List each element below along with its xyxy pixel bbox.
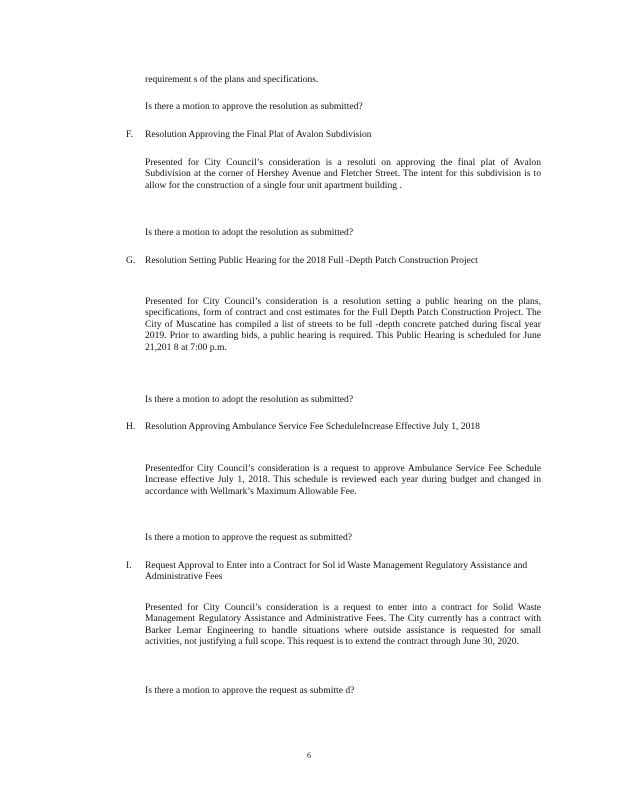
item-f-question: Is there a motion to adopt the resolution as submitted?: [145, 227, 354, 238]
item-i-question: Is there a motion to approve the request as submitte d?: [145, 685, 355, 696]
item-g-title: Resolution Setting Public Hearing for the 2018 Full -Depth Patch Construction Project: [145, 255, 478, 266]
intro-question: Is there a motion to approve the resolution as submitted?: [145, 101, 363, 112]
continuation-text: requirement s of the plans and specifications.: [145, 74, 319, 85]
item-h-body: Presentedfor City Council’s consideration is a request to approve Ambulance Service Fee Schedule Increase effective July 1, 2018. This schedule is reviewed each year during budget and changed in accordance with Wellmark’s Maximum Allowable Fee.: [145, 463, 541, 497]
item-h-letter: H.: [126, 421, 136, 432]
page-number: 6: [307, 751, 311, 760]
item-i-title: Request Approval to Enter into a Contract for Sol id Waste Management Regulatory Assistance and Administrative Fees: [145, 560, 528, 583]
item-f-letter: F.: [126, 129, 133, 140]
item-h-question: Is there a motion to approve the request as submitted?: [145, 532, 353, 543]
item-g-question: Is there a motion to adopt the resolution as submitted?: [145, 394, 354, 405]
item-i-letter: I.: [126, 560, 132, 571]
item-f-title: Resolution Approving the Final Plat of Avalon Subdivision: [145, 129, 372, 140]
item-g-body: Presented for City Council’s consideration is a resolution setting a public hearing on the plans, specifications, form of contract and cost estimates for the Full Depth Patch Construction Project. The City of Muscatine has compiled a list of streets to be full -depth concrete patched during fiscal year 2019. Prior to awarding bids, a public hearing is required. This Public Hearing is scheduled for June 21,201 8 at 7:00 p.m.: [145, 296, 541, 353]
item-f-body: Presented for City Council’s consideration is a resoluti on approving the final plat of Avalon Subdivision at the corner of Hershey Avenue and Fletcher Street. The intent for this subdivision is to allow for the construction of a single four unit apartment building .: [145, 157, 541, 191]
item-i-body: Presented for City Council’s consideration is a request to enter into a contract for Solid Waste Management Regulatory Assistance and Administrative Fees. The City currently has a contract with Barker Lemar Engineering to handle situations where outside assistance is requested for small activities, not justifying a full scope. This request is to extend the contract through June 30, 2020.: [145, 602, 541, 648]
item-g-letter: G.: [126, 255, 136, 266]
item-h-title: Resolution Approving Ambulance Service Fee ScheduleIncrease Effective July 1, 2018: [145, 421, 480, 432]
